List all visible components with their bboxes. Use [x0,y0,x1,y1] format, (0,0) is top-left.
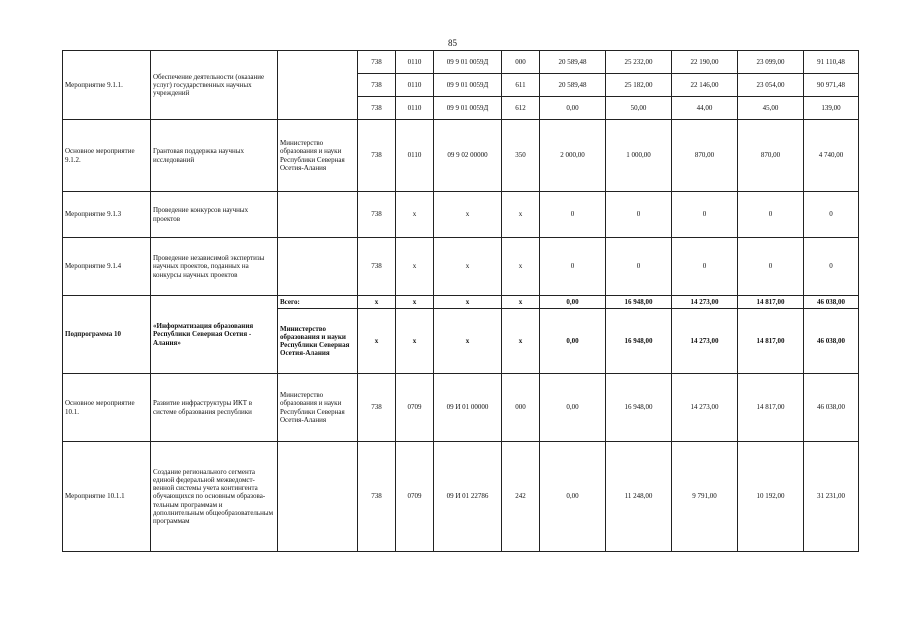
grbs-cell: 738 [358,120,396,192]
year3-cell: 14 273,00 [672,309,738,374]
year3-cell: 22 190,00 [672,51,738,74]
year3-cell: 14 273,00 [672,374,738,442]
csr-cell: 09 9 01 0059Д [434,97,502,120]
rz-cell: 0709 [396,442,434,552]
csr-cell: х [434,296,502,309]
event-name: Основное мероприятие 10.1. [63,374,151,442]
csr-cell: 09 9 01 0059Д [434,74,502,97]
table-row [63,51,859,74]
total-cell: 0 [804,192,859,238]
year3-cell: 0 [672,192,738,238]
total-cell: 46 038,00 [804,374,859,442]
year2-cell: 1 000,00 [606,120,672,192]
year4-cell: 10 192,00 [738,442,804,552]
event-name: Мероприятие 9.1.3 [63,192,151,238]
table-row [63,120,859,192]
total-cell: 4 740,00 [804,120,859,192]
csr-cell: х [434,238,502,296]
year2-cell: 25 182,00 [606,74,672,97]
csr-cell: 09 9 01 0059Д [434,51,502,74]
year3-cell: 22 146,00 [672,74,738,97]
event-description: Обеспечение деятельности (оказание услуг) государственных научных учреждений [151,51,278,120]
rz-cell: 0110 [396,120,434,192]
year2-cell: 0 [606,238,672,296]
year3-cell: 0 [672,238,738,296]
vr-cell: 350 [502,120,540,192]
year3-cell: 44,00 [672,97,738,120]
csr-cell: х [434,192,502,238]
event-description: Создание регионального сегмента единой федеральной межведомст-венной системы учета контингента обучающихся по основным образова-тельным программам и дополнительным общеобразовательным программам [151,442,278,552]
table-row [63,238,859,296]
table-row [63,296,859,309]
grbs-cell: х [358,296,396,309]
year4-cell: 45,00 [738,97,804,120]
table-row [63,442,859,552]
total-cell: 0 [804,238,859,296]
year1-cell: 0 [540,238,606,296]
responsible: Министерство образования и науки Республики Северная Осетия-Алания [278,120,358,192]
vr-cell: х [502,309,540,374]
subprogram-name: Подпрограмма 10 [63,296,151,374]
year4-cell: 870,00 [738,120,804,192]
grbs-cell: 738 [358,192,396,238]
csr-cell: х [434,309,502,374]
event-name: Основное мероприятие 9.1.2. [63,120,151,192]
rz-cell: 0110 [396,74,434,97]
grbs-cell: 738 [358,51,396,74]
budget-table [62,50,859,552]
year4-cell: 0 [738,192,804,238]
year1-cell: 2 000,00 [540,120,606,192]
vr-cell: 611 [502,74,540,97]
grbs-cell: х [358,309,396,374]
grbs-cell: 738 [358,374,396,442]
responsible: Министерство образования и науки Республики Северная Осетия-Алания [278,374,358,442]
vr-cell: 000 [502,374,540,442]
year1-cell: 20 589,48 [540,51,606,74]
total-cell: 90 971,48 [804,74,859,97]
year2-cell: 16 948,00 [606,309,672,374]
total-cell: 46 038,00 [804,296,859,309]
vr-cell: 612 [502,97,540,120]
responsible [278,238,358,296]
rz-cell: х [396,192,434,238]
responsible [278,192,358,238]
year3-cell: 9 791,00 [672,442,738,552]
year2-cell: 25 232,00 [606,51,672,74]
year4-cell: 14 817,00 [738,309,804,374]
vr-cell: х [502,296,540,309]
year4-cell: 14 817,00 [738,296,804,309]
year1-cell: 0,00 [540,442,606,552]
year1-cell: 0,00 [540,296,606,309]
vr-cell: 242 [502,442,540,552]
event-description: Проведение независимой экспертизы научных проектов, поданных на конкурсы научных проектов [151,238,278,296]
year4-cell: 23 054,00 [738,74,804,97]
total-cell: 139,00 [804,97,859,120]
total-cell: 46 038,00 [804,309,859,374]
year1-cell: 20 589,48 [540,74,606,97]
event-description: Развитие инфраструктуры ИКТ в системе образования республики [151,374,278,442]
csr-cell: 09 И 01 00000 [434,374,502,442]
event-name: Мероприятие 9.1.4 [63,238,151,296]
grbs-cell: 738 [358,74,396,97]
grbs-cell: 738 [358,97,396,120]
year3-cell: 14 273,00 [672,296,738,309]
vr-cell: х [502,238,540,296]
year1-cell: 0 [540,192,606,238]
year1-cell: 0,00 [540,309,606,374]
event-description: Грантовая поддержка научных исследований [151,120,278,192]
responsible: Министерство образования и науки Республики Северная Осетия-Алания [278,309,358,374]
table-row [63,374,859,442]
rz-cell: х [396,296,434,309]
year1-cell: 0,00 [540,374,606,442]
rz-cell: 0709 [396,374,434,442]
year4-cell: 14 817,00 [738,374,804,442]
total-cell: 31 231,00 [804,442,859,552]
total-cell: 91 110,48 [804,51,859,74]
event-name: Мероприятие 10.1.1 [63,442,151,552]
year2-cell: 16 948,00 [606,296,672,309]
responsible: Всего: [278,296,358,309]
responsible [278,51,358,120]
rz-cell: х [396,309,434,374]
year2-cell: 50,00 [606,97,672,120]
page-number: 85 [448,38,457,48]
grbs-cell: 738 [358,238,396,296]
year2-cell: 16 948,00 [606,374,672,442]
rz-cell: 0110 [396,97,434,120]
vr-cell: 000 [502,51,540,74]
rz-cell: 0110 [396,51,434,74]
year4-cell: 23 099,00 [738,51,804,74]
year4-cell: 0 [738,238,804,296]
subprogram-description: «Информатизация образования Республики Северная Осетия - Алания» [151,296,278,374]
rz-cell: х [396,238,434,296]
year1-cell: 0,00 [540,97,606,120]
table-row [63,192,859,238]
vr-cell: х [502,192,540,238]
event-description: Проведение конкурсов научных проектов [151,192,278,238]
year3-cell: 870,00 [672,120,738,192]
grbs-cell: 738 [358,442,396,552]
csr-cell: 09 И 01 22786 [434,442,502,552]
responsible [278,442,358,552]
csr-cell: 09 9 02 00000 [434,120,502,192]
year2-cell: 11 248,00 [606,442,672,552]
year2-cell: 0 [606,192,672,238]
event-name: Мероприятие 9.1.1. [63,51,151,120]
